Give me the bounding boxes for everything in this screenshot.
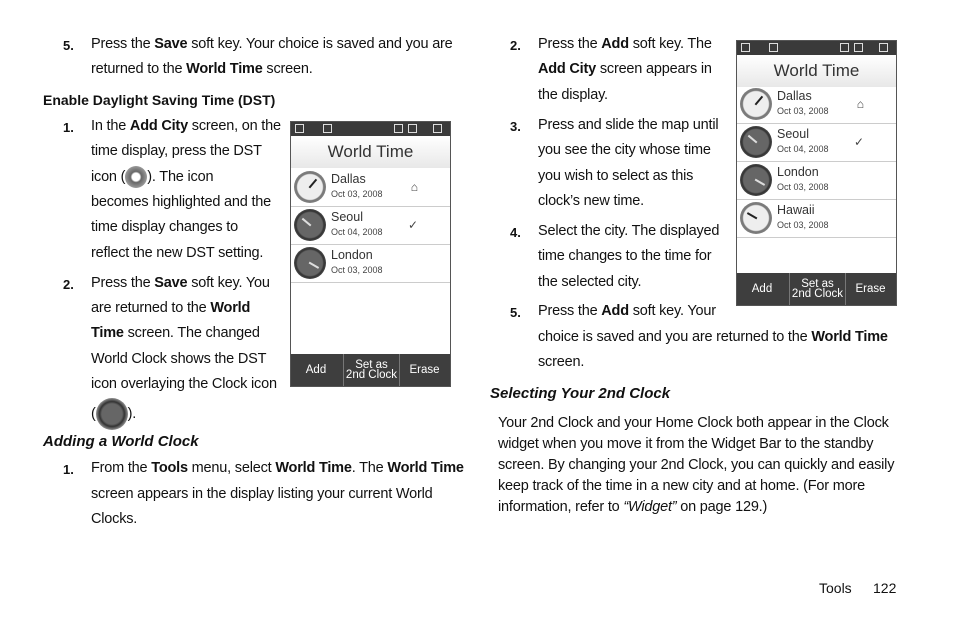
step-text: Add City screen appears in	[538, 61, 712, 77]
step-text: Time screen. The changed	[91, 325, 260, 341]
phone-screenshot-world-time	[736, 40, 897, 306]
section-heading: Selecting Your 2nd Clock	[490, 385, 671, 402]
paragraph-line: information, refer to “Widget” on page 129.)	[498, 499, 768, 515]
list-item	[291, 206, 450, 245]
step-text: clock’s new time.	[538, 193, 644, 209]
step-number: 3.	[510, 119, 521, 134]
city-name: Seoul	[777, 127, 809, 141]
step-text: time changes to the time for	[538, 248, 712, 264]
dst-icon	[125, 166, 147, 188]
section-heading: Enable Daylight Saving Time (DST)	[43, 92, 276, 108]
widget-link[interactable]: “Widget”	[623, 499, 677, 515]
step-text: you wish to select as this	[538, 168, 694, 184]
clock-dst-icon	[96, 398, 128, 430]
step-text: ( ).	[91, 398, 136, 430]
city-date: Oct 03, 2008	[331, 265, 383, 275]
list-item	[737, 199, 896, 238]
city-name: Hawaii	[777, 203, 815, 217]
city-date: Oct 04, 2008	[331, 227, 383, 237]
clock-icon	[294, 209, 326, 241]
city-date: Oct 04, 2008	[777, 144, 829, 154]
list-item	[737, 85, 896, 124]
step-text: becomes highlighted and the	[91, 194, 272, 210]
city-name: London	[331, 248, 373, 262]
paragraph-line: Your 2nd Clock and your Home Clock both appear in the Clock	[498, 415, 889, 431]
list-item	[737, 161, 896, 200]
paragraph-line: keep track of the time in a new city and at home. (For more	[498, 478, 865, 494]
step-text: In the Add City screen, on the	[91, 118, 281, 134]
city-name: Dallas	[777, 89, 812, 103]
section-heading: Adding a World Clock	[43, 433, 199, 450]
status-bar	[737, 41, 896, 55]
step-number: 5.	[510, 305, 521, 320]
city-name: Dallas	[331, 172, 366, 186]
softkey-bar	[291, 354, 450, 386]
city-date: Oct 03, 2008	[777, 220, 829, 230]
softkey-bar	[737, 273, 896, 305]
paragraph-line: widget when you move it from the Widget Bar to the standby	[498, 436, 874, 452]
page-number: 122	[873, 580, 897, 596]
step-text: screen appears in the display listing your current World	[91, 486, 433, 502]
step-text: you see the city whose time	[538, 142, 711, 158]
city-date: Oct 03, 2008	[777, 182, 829, 192]
step-text: Press the Save soft key. Your choice is saved and you are	[91, 36, 453, 52]
step-text: From the Tools menu, select World Time. The World Time	[91, 460, 464, 476]
step-text: screen.	[538, 354, 585, 370]
home-icon: ⌂	[410, 180, 418, 194]
step-text: the display.	[538, 87, 608, 103]
step-text: Select the city. The displayed	[538, 223, 720, 239]
step-text: Press the Add soft key. The	[538, 36, 712, 52]
clock-icon	[740, 202, 772, 234]
add-softkey[interactable]: Add	[751, 283, 773, 295]
step-number: 2.	[63, 277, 74, 292]
step-number: 2.	[510, 38, 521, 53]
step-text: icon ( ). The icon	[91, 165, 213, 190]
city-name: London	[777, 165, 819, 179]
phone-screenshot-world-time	[290, 121, 451, 387]
step-number: 1.	[63, 120, 74, 135]
paragraph-line: screen. By changing your 2nd Clock, you can quickly and easily	[498, 457, 895, 473]
step-number: 4.	[510, 225, 521, 240]
clock-icon	[740, 164, 772, 196]
step-text: choice is saved and you are returned to the World Time	[538, 329, 888, 345]
step-text: World Clock shows the DST	[91, 351, 267, 367]
step-text: returned to the World Time screen.	[91, 61, 313, 77]
clock-icon	[294, 247, 326, 279]
step-text: are returned to the World	[91, 300, 251, 316]
step-text: Press and slide the map until	[538, 117, 719, 133]
list-item	[291, 244, 450, 283]
set-2nd-clock-softkey[interactable]: Set as 2nd Clock	[789, 273, 846, 305]
footer-section: Tools	[819, 580, 852, 596]
city-name: Seoul	[331, 210, 363, 224]
step-number: 1.	[63, 462, 74, 477]
status-bar	[291, 122, 450, 136]
clock-icon	[740, 126, 772, 158]
erase-softkey[interactable]: Erase	[409, 364, 440, 376]
screen-title: World Time	[737, 55, 896, 87]
clock-icon	[294, 171, 326, 203]
home-icon: ⌂	[856, 97, 864, 111]
list-item	[737, 123, 896, 162]
step-text: Press the Add soft key. Your	[538, 303, 716, 319]
step-text: time display changes to	[91, 219, 238, 235]
city-date: Oct 03, 2008	[331, 189, 383, 199]
step-text: the selected city.	[538, 274, 642, 290]
check-icon: ✓	[853, 135, 864, 149]
step-text: time display, press the DST	[91, 143, 262, 159]
step-text: Clocks.	[91, 511, 138, 527]
city-date: Oct 03, 2008	[777, 106, 829, 116]
add-softkey[interactable]: Add	[305, 364, 327, 376]
step-text: reflect the new DST setting.	[91, 245, 264, 261]
step-text: Press the Save soft key. You	[91, 275, 270, 291]
screen-title: World Time	[291, 136, 450, 168]
list-item	[291, 168, 450, 207]
set-2nd-clock-softkey[interactable]: Set as 2nd Clock	[343, 354, 400, 386]
check-icon: ✓	[407, 218, 418, 232]
clock-icon	[740, 88, 772, 120]
step-number: 5.	[63, 38, 74, 53]
erase-softkey[interactable]: Erase	[855, 283, 886, 295]
step-text: icon overlaying the Clock icon	[91, 376, 277, 392]
